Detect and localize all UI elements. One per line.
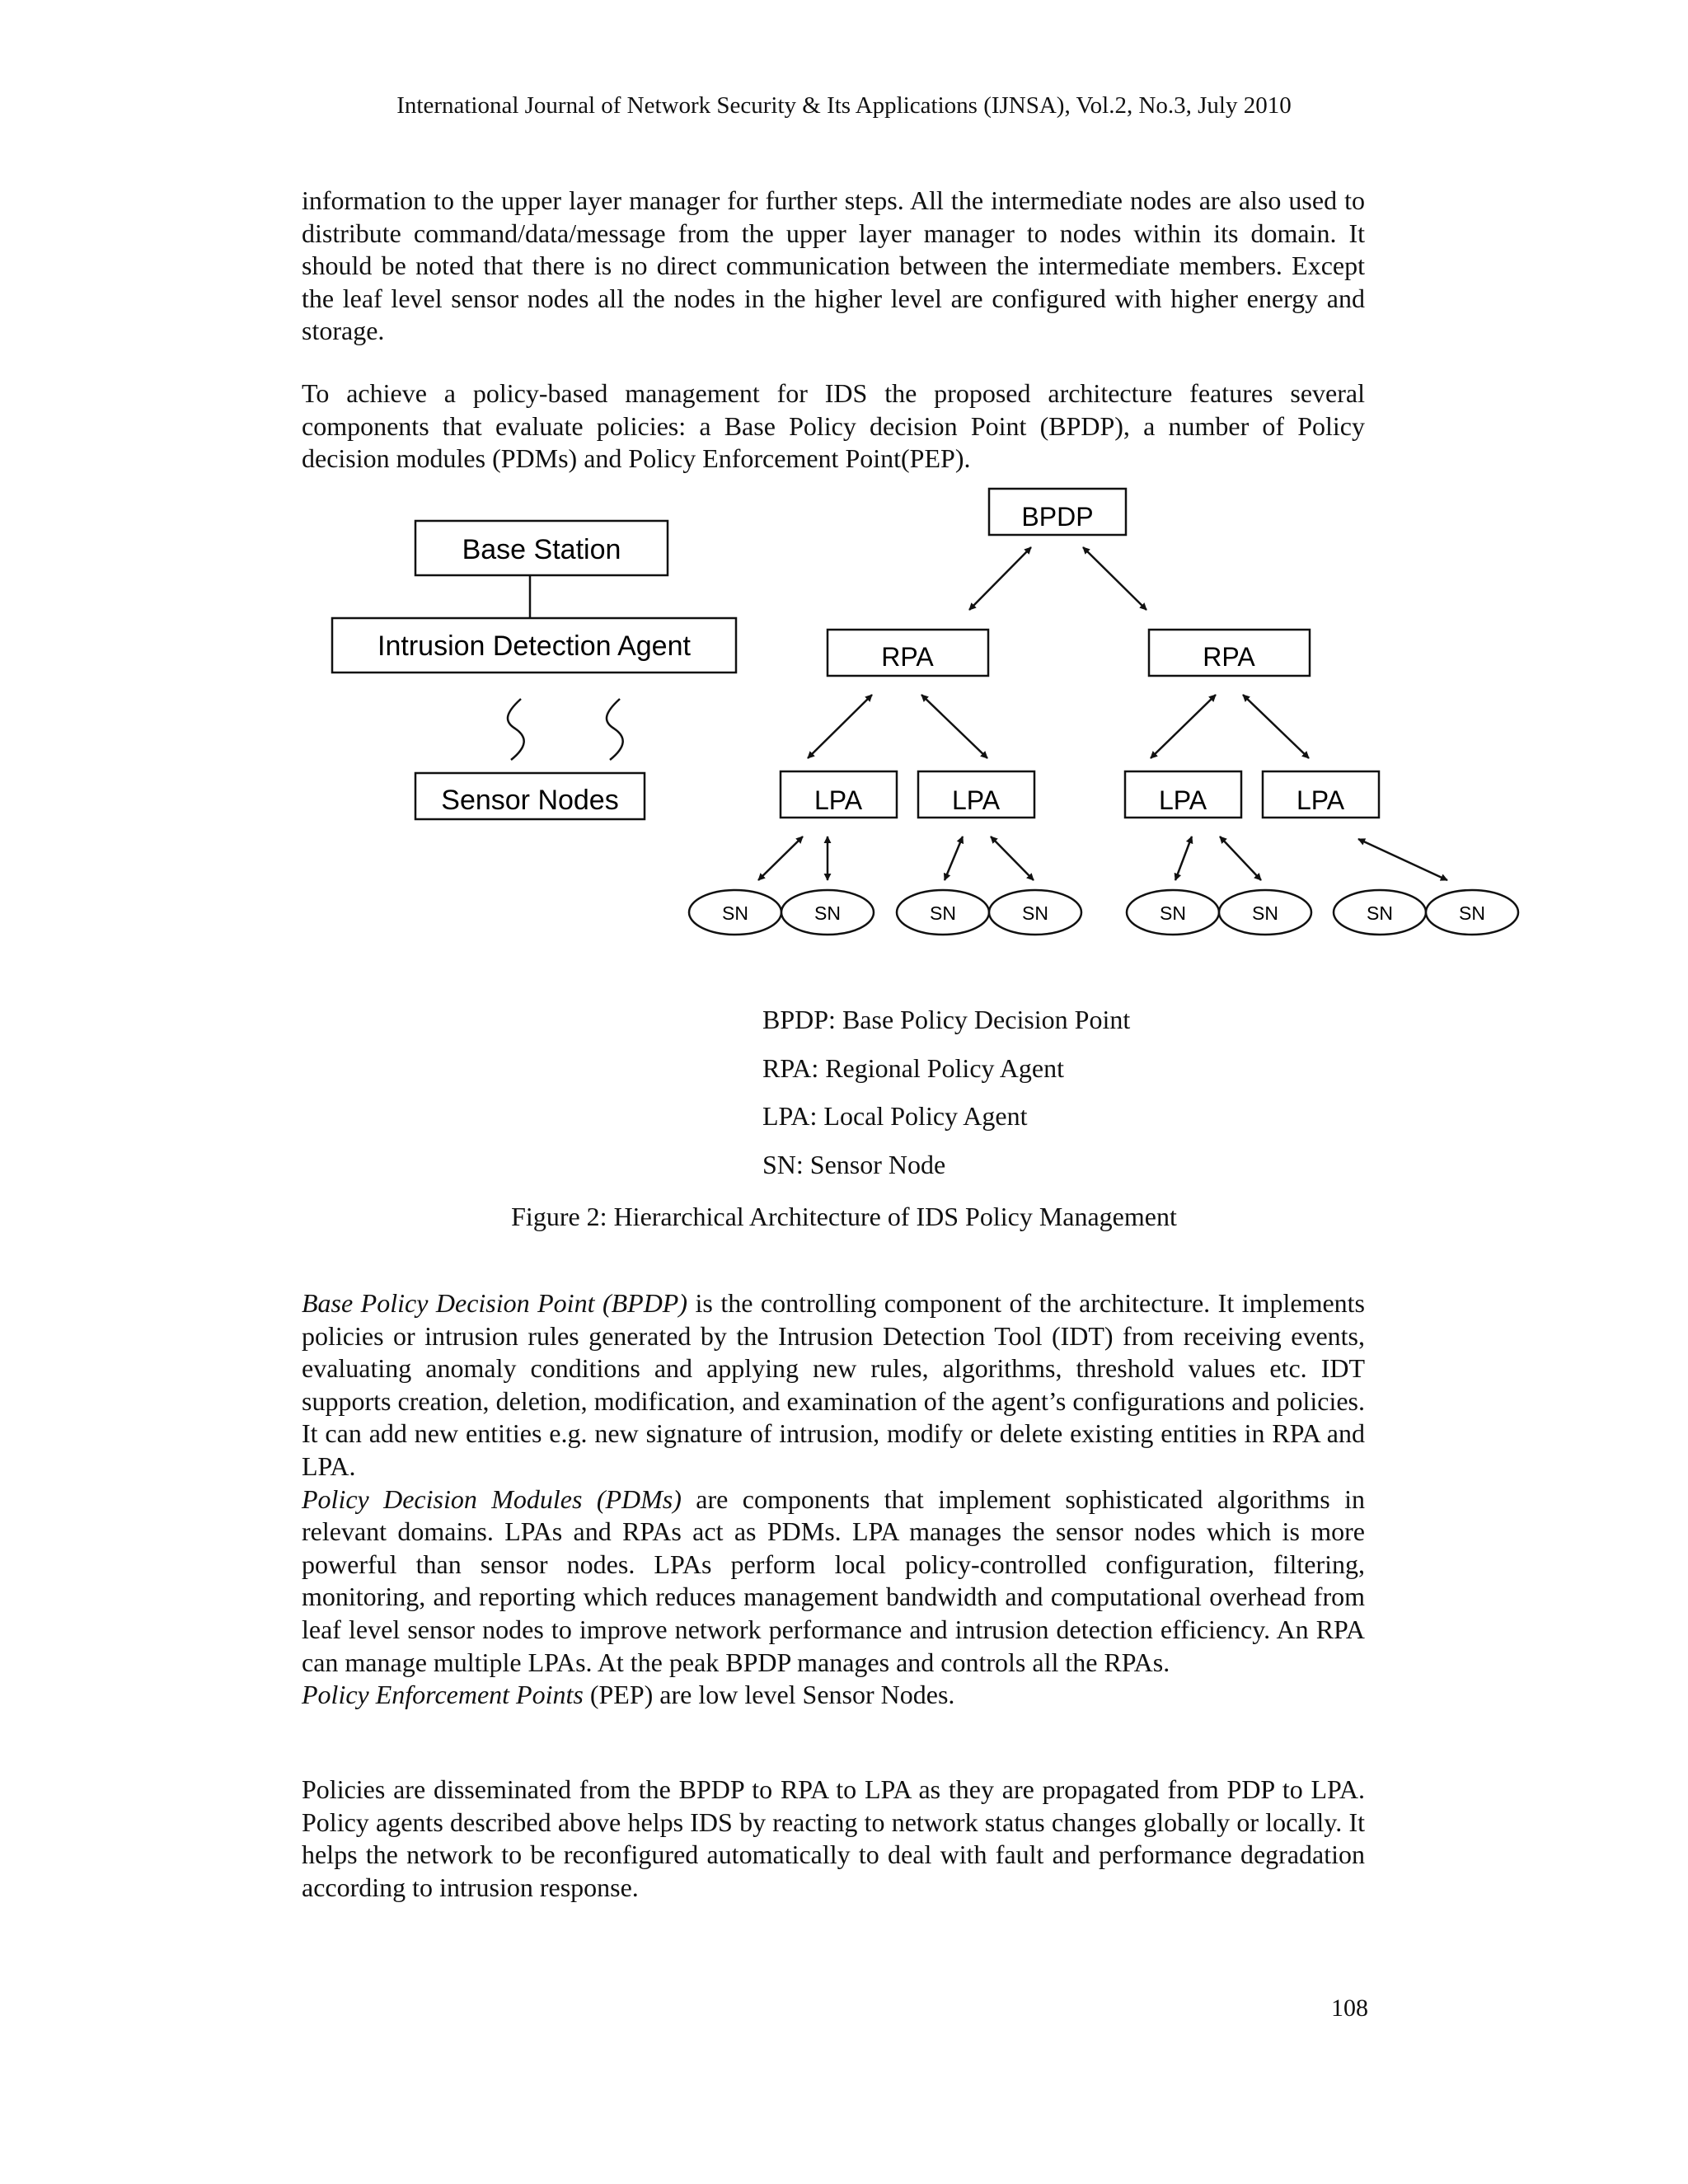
lpa-label: LPA <box>814 785 863 815</box>
sn-label: SN <box>1367 902 1393 924</box>
sensor-node <box>989 890 1081 935</box>
intrusion-detection-agent-box <box>332 618 736 673</box>
sn-label: SN <box>1022 902 1048 924</box>
sensor-node <box>1334 890 1426 935</box>
link-arrow <box>1220 837 1261 880</box>
legend-bpdp: BPDP: Base Policy Decision Point <box>762 1005 1131 1034</box>
sn-label: SN <box>1252 902 1278 924</box>
paragraph-text: Policies are disseminated from the BPDP to RPA to LPA as they are propagated from PDP to LPA. Policy agents described above helps IDS by reacting to network status changes globally or locally. It helps the network to be reconfigured automatically to deal with fault and performance degradation according to intrusion response. <box>302 1774 1365 1902</box>
definition-text: are components that implement sophisticated algorithms in relevant domains. LPAs and RPAs act as PDMs. LPA manages the sensor nodes which is more powerful than sensor nodes. LPAs perform local policy-controlled configuration, filtering, monitoring, and reporting which reduces management bandwidth and computational overhead from leaf level sensor nodes to improve network performance and intrusion detection efficiency. An RPA can manage multiple LPAs. At the peak BPDP manages and controls all the RPAs. <box>302 1483 1366 1677</box>
figure-caption: Figure 2: Hierarchical Architecture of IDS Policy Management <box>511 1202 1177 1231</box>
sensor-nodes-box <box>415 773 645 819</box>
term-pdm: Policy Decision Modules (PDMs) <box>302 1483 682 1514</box>
definition-text: (PEP) are low level Sensor Nodes. <box>583 1680 955 1710</box>
lpa-label: LPA <box>1296 785 1345 815</box>
definition-text: is the controlling component of the architecture. It implements policies or intrusion rules generated by the Intrusion Detection Tool (IDT) from receiving events, evaluating anomaly conditions and applying new rules, algorithms, threshold values etc. IDT supports creation, deletion, modification, and examination of the agent’s configurations and policies. It can add new entities e.g. new signature of intrusion, modify or delete existing entities in RPA and LPA. <box>302 1288 1366 1481</box>
architecture-diagram <box>0 0 1688 989</box>
sn-label: SN <box>814 902 841 924</box>
link-arrow <box>1243 695 1309 758</box>
lpa-box <box>1125 771 1241 818</box>
legend-rpa: RPA: Regional Policy Agent <box>762 1053 1064 1083</box>
paragraph-text: information to the upper layer manager for further steps. All the intermediate nodes are also used to distribute command/data/message from the upper layer manager to nodes within its domain. It should be noted that there is no direct communication between the intermediate members. Except the leaf level sensor nodes all the nodes in the higher level are configured with higher energy and storage. <box>302 185 1365 346</box>
rpa-label: RPA <box>881 642 934 672</box>
rpa-box-left <box>828 630 988 676</box>
link-arrow <box>991 837 1034 880</box>
sensor-node <box>689 890 781 935</box>
sensor-node <box>897 890 989 935</box>
term-bpdp: Base Policy Decision Point (BPDP) <box>302 1288 688 1318</box>
link-arrow <box>945 837 963 880</box>
wireless-link-symbol <box>508 699 524 760</box>
link-arrow <box>1175 837 1192 880</box>
base-station-box <box>415 521 668 575</box>
rpa-box-right <box>1149 630 1310 676</box>
sensor-node <box>781 890 874 935</box>
rpa-label: RPA <box>1203 642 1255 672</box>
definition-pdm <box>302 1483 1365 1680</box>
ida-label: Intrusion Detection Agent <box>377 630 691 662</box>
paragraph-text: To achieve a policy-based management for IDS the proposed architecture features several components that evaluate policies: a Base Policy decision Point (BPDP), a number of Policy decision modules (PDMs) and Policy Enforcement Point(PEP). <box>302 378 1365 474</box>
sensor-node <box>1219 890 1311 935</box>
lpa-box <box>781 771 897 818</box>
link-arrow <box>808 695 872 758</box>
sn-label: SN <box>1160 902 1186 924</box>
term-pep: Policy Enforcement Points <box>302 1680 584 1710</box>
lpa-box <box>918 771 1034 818</box>
lpa-box <box>1263 771 1379 818</box>
page-number: 108 <box>1331 1994 1368 2022</box>
bpdp-box <box>989 489 1126 535</box>
link-arrow <box>1151 695 1216 758</box>
sn-label: SN <box>1459 902 1485 924</box>
paragraph-policy-dissemination <box>302 1774 1365 1904</box>
base-station-label: Base Station <box>462 534 621 565</box>
legend-sn: SN: Sensor Node <box>762 1150 946 1179</box>
paragraph-bpdp-definition <box>302 1287 1365 1712</box>
sensor-node <box>1127 890 1219 935</box>
sensor-nodes-label: Sensor Nodes <box>441 785 619 816</box>
link-arrow <box>758 837 803 880</box>
lpa-label: LPA <box>1158 785 1207 815</box>
definition-bpdp <box>302 1287 1365 1483</box>
link-arrow <box>1083 547 1146 610</box>
sn-label: SN <box>930 902 956 924</box>
wireless-link-symbol <box>607 699 623 760</box>
lpa-label: LPA <box>951 785 1001 815</box>
definition-pep <box>302 1679 1365 1712</box>
link-arrow <box>921 695 987 758</box>
sensor-node <box>1426 890 1518 935</box>
bpdp-label: BPDP <box>1021 502 1094 532</box>
link-arrow <box>969 547 1031 610</box>
sn-label: SN <box>722 902 748 924</box>
legend-lpa: LPA: Local Policy Agent <box>762 1101 1028 1131</box>
running-header: International Journal of Network Security & Its Applications (IJNSA), Vol.2, No.3, July 2010 <box>396 92 1292 119</box>
link-arrow <box>1358 839 1447 880</box>
